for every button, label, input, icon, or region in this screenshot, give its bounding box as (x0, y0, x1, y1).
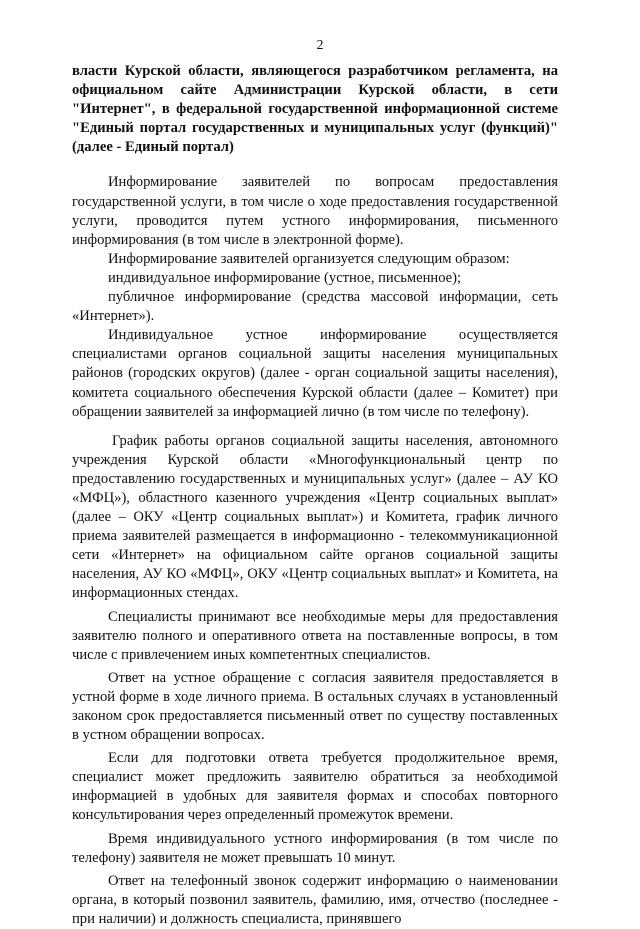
paragraph-informing: Информирование заявителей по вопросам предоставления государственной услуги, в том числе о ходе предоставления государственной услуги, проводится путем устного информирования, письменного информирования (в том числе в электронной форме). (72, 174, 558, 248)
paragraph-preparation: Если для подготовки ответа требуется продолжительное время, специалист может предложить заявителю обратиться за необходимой информацией в удобных для заявителя формах и способах повторного консультирования через определенный промежуток времени. (72, 750, 558, 824)
paragraph-phone-answer: Ответ на телефонный звонок содержит информацию о наименовании органа, в который позвонил заявитель, фамилию, имя, отчество (последнее - при наличии) и должность специалиста, принявшего (72, 872, 558, 927)
paragraph-oral-answer: Ответ на устное обращение с согласия заявителя предоставляется в устной форме в ходе личного приема. В остальных случаях в установленный законом срок предоставляется письменный ответ по существу поставленных в устном обращении вопросах. (72, 669, 558, 744)
paragraph-individual: индивидуальное информирование (устное, письменное); (108, 269, 462, 286)
page-number: 2 (316, 38, 324, 53)
paragraph-time-limit: Время индивидуального устного информирования (в том числе по телефону) заявителя не может превышать 10 минут. (72, 830, 558, 866)
document-body (72, 62, 558, 929)
paragraph-specialists: Специалисты принимают все необходимые меры для предоставления заявителю полного и оперативного ответа на поставленные вопросы, в том числе с привлечением иных компетентных специалистов. (72, 608, 558, 663)
paragraph-public: публичное информирование (средства массовой информации, сеть «Интернет»). (72, 289, 558, 325)
paragraph-schedule: График работы органов социальной защиты населения, автономного учреждения Курской области «Многофункциональный центр по предоставлению государственных и муниципальных услуг» (далее – АУ КО «МФЦ»), областного казенного учреждения «Центр социальных выплат» (далее – ОКУ «Центр социальных выплат») и Комитета, график личного приема заявителей размещается в информационно - телекоммуникационной сети «Интернет» на официальном сайте органов социальной защиты населения, АУ КО «МФЦ», ОКУ «Центр социальных выплат» и Комитета, на информационных стендах. (72, 432, 558, 602)
header-paragraph: власти Курской области, являющегося разработчиком регламента, на официальном сайте Администрации Курской области, в сети "Интернет", в федеральной государственной информационной системе "Единый портал государственных и муниципальных услуг (функций)" (далее - Единый портал) (72, 63, 558, 156)
paragraph-oral-informing: Индивидуальное устное информирование осуществляется специалистами органов социальной защиты населения муниципальных районов (городских округов) (далее - орган социальной защиты населения), комитета социального обеспечения Курской области (далее – Комитет) при обращении заявителей за информацией лично (в том числе по телефону). (72, 327, 558, 420)
paragraph-organization: Информирование заявителей организуется следующим образом: (108, 250, 510, 267)
